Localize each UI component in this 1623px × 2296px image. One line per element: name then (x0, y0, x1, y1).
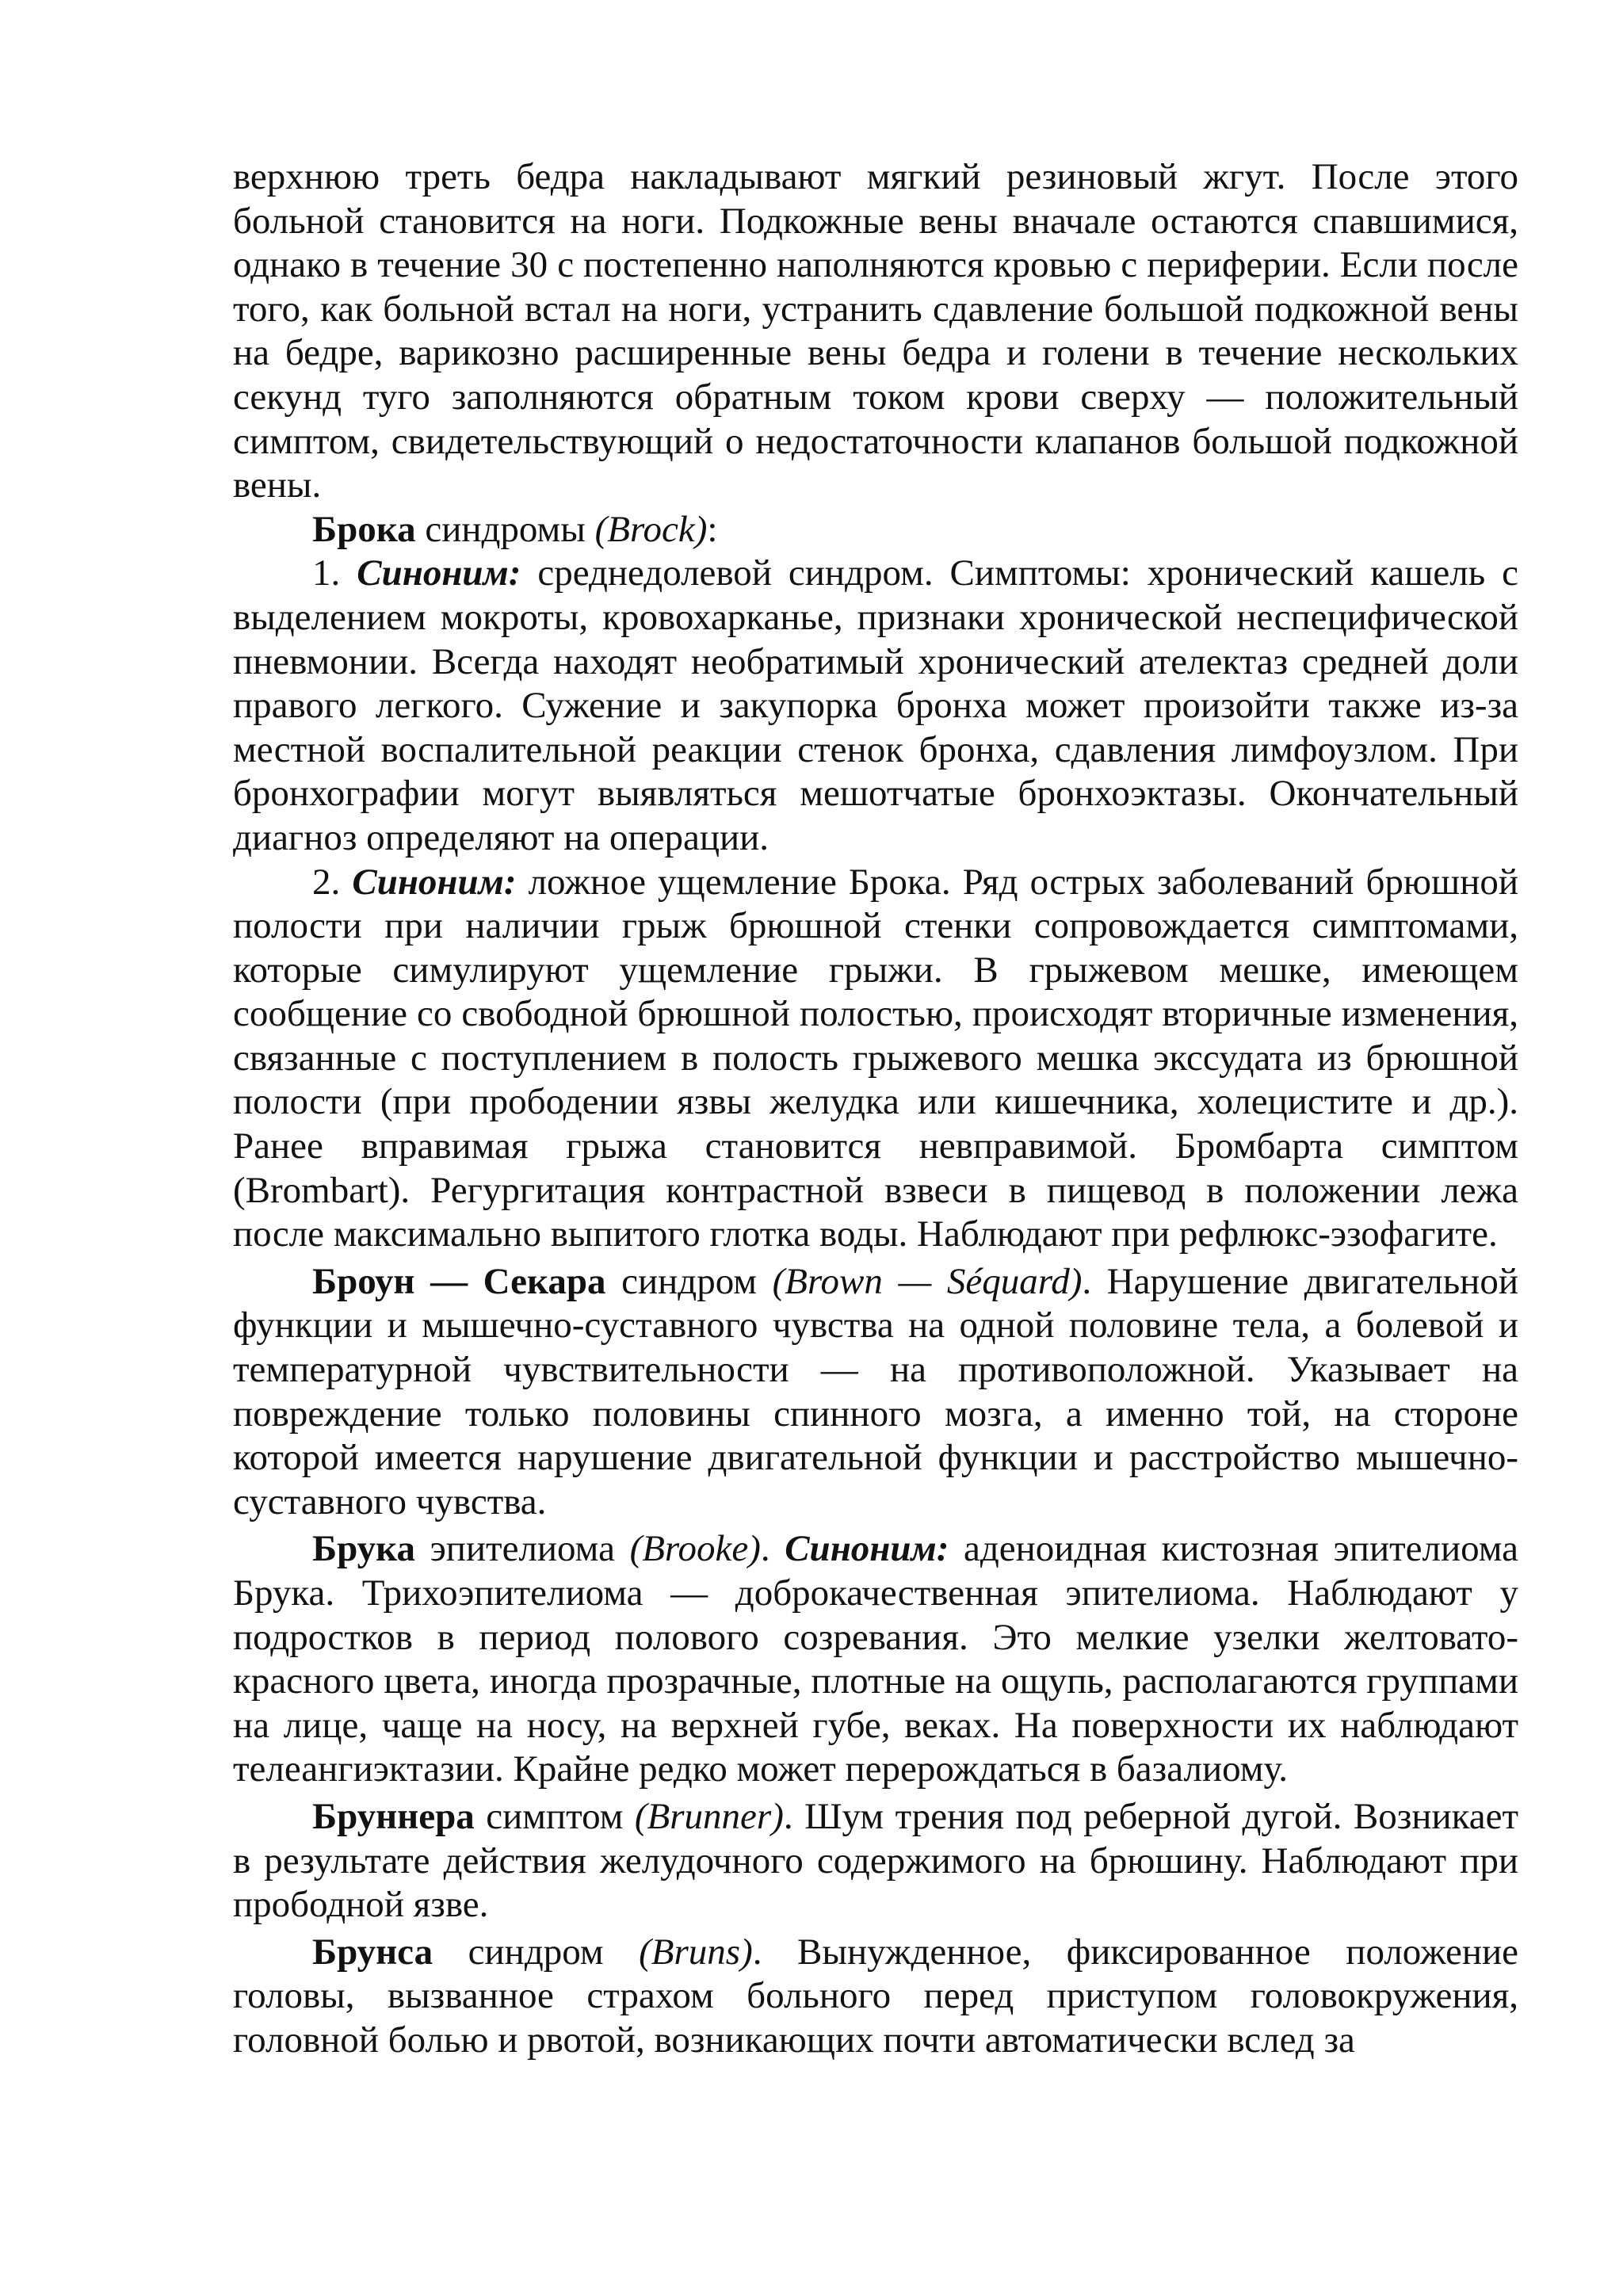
entry-text: . Вынужденное, фиксированное положение головы, вызванное страхом больного перед приступом головокружения, головной болью и рвотой, возникающих почти автоматически вслед за (233, 1931, 1518, 2061)
punctuation: . (760, 1528, 785, 1570)
entry-type: эпителиома (414, 1528, 630, 1570)
latin-name: (Brooke) (629, 1528, 761, 1570)
latin-name: (Brock) (594, 508, 708, 550)
synonym-label: Синоним: (352, 861, 517, 903)
item-text: среднедолевой синдром. Симптомы: хронический кашель с выделением мокроты, кровохарканье, признаки хронической неспецифической пневмонии. Всегда находят необратимый хронический ателектаз средней доли правого легкого. Сужение и закупорка бронха может произойти также из-за местной воспалительной реакции стенок бронха, сдавления лимфоузлом. При бронхографии могут выявляться мешотчатые бронхоэктазы. Окончательный диагноз определяют на операции. (233, 552, 1519, 858)
latin-name: (Brunner) (634, 1795, 784, 1837)
entry-text: . Нарушение двигательной функции и мышечно-суставного чувства на одной половине тела, а болевой и температурной чувствительности — на противоположной. Указывает на повреждение только половины спинного мозга, а именно той, на стороне которой имеется нарушение двигательной функции и расстройство мышечно-суставного чувства. (233, 1260, 1518, 1522)
entry-brunner (233, 1795, 1518, 1927)
entry-brock-heading (233, 508, 1518, 552)
entry-type: симптом (474, 1795, 635, 1837)
paragraph-continuation: верхнюю треть бедра накладывают мягкий резиновый жгут. После этого больной становится на ноги. Подкожные вены вначале остаются спавшимися, однако в течение 30 с постепенно наполняются кровью с периферии. Если после того, как больной встал на ноги, устранить сдавление большой подкожной вены на бедре, варикозно расширенные вены бедра и голени в течение нескольких секунд туго заполняются обратным током крови сверху — положительный симптом, свидетельствующий о недостаточности клапанов большой подкожной вены. (233, 156, 1518, 506)
latin-name: (Bruns) (639, 1931, 753, 1973)
item-number: 2. (312, 861, 353, 903)
entry-brown-sequard (233, 1260, 1518, 1525)
punctuation: : (707, 508, 718, 550)
document-page (233, 155, 1518, 2063)
entry-brooke (233, 1527, 1518, 1792)
entry-text: . Шум трения под реберной дугой. Возникает в результате действия желудочного содержимого на брюшину. Наблюдают при прободной язве. (233, 1795, 1518, 1926)
entry-brock-item-2 (233, 861, 1518, 1257)
entry-type: синдром (433, 1931, 640, 1973)
item-text: ложное ущемление Брока. Ряд острых заболеваний брюшной полости при наличии грыж брюшной стенки сопровождается симптомами, которые симулируют ущемление грыжи. В грыжевом мешке, имеющем сообщение со свободной брюшной полостью, происходят вторичные изменения, связанные с поступлением в полость грыжевого мешка экссудата из брюшной полости (при прободении язвы желудка или кишечника, холецистите и др.). Ранее вправимая грыжа становится невправимой. Бромбарта симптом (Brombart). Регургитация контрастной взвеси в пищевод в положении лежа после максимально выпитого глотка воды. Наблюдают при рефлюкс-эзофагите. (233, 861, 1519, 1255)
entry-type: синдром (605, 1260, 773, 1302)
latin-name: (Brown — Séquard) (772, 1260, 1083, 1302)
term-brock: Брока (312, 508, 416, 550)
synonym-label: Синоним: (357, 552, 521, 594)
entry-brock-item-1 (233, 552, 1518, 860)
entry-text: аденоидная кистозная эпителиома Брука. Трихоэпителиома — доброкачественная эпителиома. Наблюдают у подростков в период полового созревания. Это мелкие узелки желтовато-красного цвета, иногда прозрачные, плотные на ощупь, располагаются группами на лице, чаще на носу, на верхней губе, веках. На поверхности их наблюдают телеангиэктазии. Крайне редко может перерождаться в базалиому. (233, 1528, 1519, 1790)
item-number: 1. (312, 552, 357, 594)
term-bruns: Брунса (312, 1931, 433, 1973)
synonym-label: Синоним: (785, 1528, 949, 1570)
entry-bruns (233, 1931, 1518, 2063)
term-brunner: Бруннера (312, 1795, 475, 1837)
term-brooke: Брука (312, 1528, 415, 1570)
entry-type: синдромы (415, 508, 595, 550)
term-brown-sequard: Броун — Секара (312, 1260, 606, 1302)
